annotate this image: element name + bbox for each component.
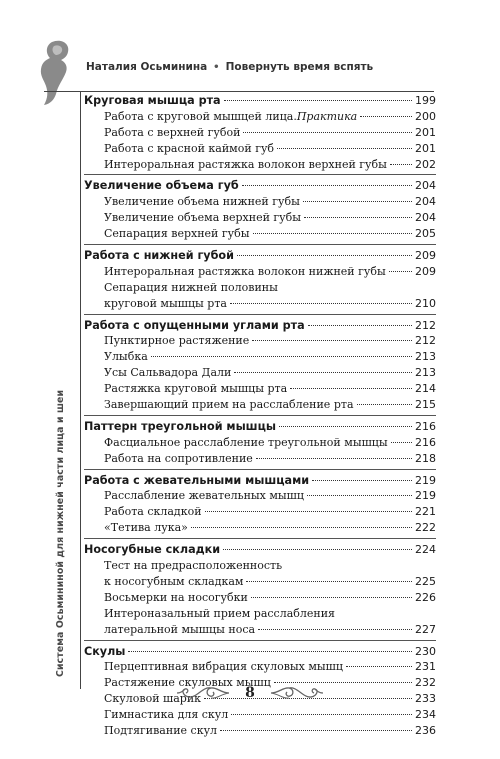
toc-entry-text: Увеличение объема верхней губы (104, 211, 302, 225)
leader-dots (303, 201, 412, 202)
toc-section (84, 538, 436, 637)
toc-heading (84, 248, 436, 264)
toc-entry-text: Сепарация верхней губы (104, 227, 250, 241)
toc-section (84, 314, 436, 413)
toc-entry-text: Работа с верхней губой (104, 125, 241, 139)
leader-dots (128, 651, 412, 652)
toc-entry-text: Гимнастика для скул (104, 708, 229, 722)
page-ref: 199 (415, 94, 436, 107)
toc-entry-text: к носогубным складкам (104, 574, 244, 588)
page-ref: 212 (415, 318, 436, 332)
toc-entry-text: Усы Сальвадора Дали (104, 366, 232, 380)
leader-dots (234, 372, 412, 373)
toc-heading-text: Увеличение объема губ (84, 179, 239, 193)
toc-entry-emphasis (297, 109, 357, 125)
running-header (86, 61, 373, 73)
toc-section (84, 244, 436, 312)
toc-section (84, 174, 436, 242)
toc-entry (84, 723, 436, 739)
page-ref: 210 (415, 296, 436, 310)
toc-heading (84, 419, 436, 435)
toc-entry-text: Интероральная растяжка волокон нижней губы (104, 264, 386, 278)
leader-dots (391, 442, 412, 443)
toc-entry (84, 659, 436, 675)
leader-dots (290, 388, 412, 389)
toc-entry (84, 226, 436, 242)
page-ref: 200 (415, 109, 436, 123)
toc-entry (84, 451, 436, 467)
leader-dots (308, 325, 412, 326)
leader-dots (237, 255, 412, 256)
toc-entry-text: Работа на сопротивление (104, 451, 253, 465)
page-ref: 213 (415, 350, 436, 364)
toc-entry-italic: Практика (296, 109, 358, 123)
toc-entry (84, 365, 436, 381)
table-of-contents (84, 93, 436, 739)
toc-section (84, 415, 436, 467)
leader-dots (258, 629, 412, 630)
page-ref: 230 (415, 644, 436, 658)
header-separator: • (213, 61, 220, 73)
page-ref: 222 (415, 521, 436, 535)
section-divider (84, 174, 436, 175)
toc-entry (84, 125, 436, 141)
toc-entry-text: Восьмерки на носогубки (104, 590, 248, 604)
page-ref: 215 (415, 398, 436, 412)
leader-dots (246, 581, 412, 582)
toc-entry-text: Расслабление жевательных мышц (104, 489, 304, 503)
toc-heading (84, 318, 436, 334)
toc-entry (84, 397, 436, 413)
page-ref: 227 (415, 622, 436, 636)
toc-entry (84, 488, 436, 504)
toc-entry (84, 280, 436, 296)
toc-heading (84, 473, 436, 489)
page-ref: 205 (415, 227, 436, 241)
leader-dots (312, 480, 412, 481)
toc-heading-text: Круговая мышца рта (84, 94, 221, 107)
page-ref: 214 (415, 382, 436, 396)
page-ref: 224 (415, 543, 436, 557)
page-ref: 234 (415, 708, 436, 722)
toc-entry (84, 296, 436, 312)
toc-heading (84, 644, 436, 660)
toc-heading (84, 542, 436, 558)
toc-entry-text: Работа с красной каймой губ (104, 141, 275, 155)
section-divider (84, 314, 436, 315)
leader-dots (304, 217, 412, 218)
toc-entry-text: Сепарация нижней половины (104, 280, 278, 294)
toc-entry-text: Перцептивная вибрация скуловых мышц (104, 660, 343, 674)
toc-entry-text: круговой мышцы рта (104, 296, 227, 310)
page-ref: 209 (415, 249, 436, 263)
section-divider (84, 469, 436, 470)
page-ref: 202 (415, 157, 436, 171)
side-running-title (55, 96, 71, 688)
leader-dots (191, 527, 412, 528)
leader-dots (223, 549, 412, 550)
page-ref: 204 (415, 195, 436, 209)
section-divider (84, 538, 436, 539)
page-ref: 221 (415, 505, 436, 519)
toc-entry (84, 504, 436, 520)
toc-entry (84, 574, 436, 590)
section-divider (84, 244, 436, 245)
toc-entry (84, 349, 436, 365)
page-ref: 216 (415, 435, 436, 449)
toc-entry-text: Растяжка круговой мышцы рта (104, 382, 288, 396)
toc-entry (84, 194, 436, 210)
toc-entry (84, 381, 436, 397)
page-ref: 201 (415, 141, 436, 155)
leader-dots (390, 164, 412, 165)
toc-entry-text: Работа с круговой мышцей лица. (104, 109, 297, 123)
toc-entry-text: Работа складкой (104, 505, 202, 519)
section-divider (84, 640, 436, 641)
section-divider (84, 415, 436, 416)
toc-entry-text: Увеличение объема нижней губы (104, 195, 300, 209)
leader-dots (205, 511, 412, 512)
page-ref: 219 (415, 489, 436, 503)
margin-rule (80, 91, 81, 689)
toc-entry (84, 558, 436, 574)
page-ref: 218 (415, 451, 436, 465)
toc-entry-text: Улыбка (104, 350, 148, 364)
leader-dots (220, 730, 412, 731)
toc-entry-text: латеральной мышцы носа (104, 622, 256, 636)
left-ornament-icon (175, 684, 231, 702)
header-rule (44, 91, 434, 92)
page-ref: 204 (415, 211, 436, 225)
toc-entry (84, 333, 436, 349)
toc-entry-text: Подтягивание скул (104, 723, 218, 737)
page-ref: 231 (415, 660, 436, 674)
leader-dots (243, 132, 412, 133)
side-running-title-text: Система Осьмининой для нижней части лица и шеи (55, 389, 66, 677)
page-ref: 204 (415, 179, 436, 193)
toc-entry-text: Фасциальное расслабление треугольной мышцы (104, 435, 388, 449)
leader-dots (357, 404, 413, 405)
toc-heading-text: Работа с жевательными мышцами (84, 473, 310, 487)
page-ref: 213 (415, 366, 436, 380)
page-ref: 216 (415, 419, 436, 433)
page-ref: 225 (415, 574, 436, 588)
leader-dots (231, 714, 412, 715)
toc-heading (84, 93, 436, 109)
page-ref: 232 (415, 676, 436, 690)
leader-dots (277, 148, 412, 149)
toc-entry-text: «Тетива лука» (104, 521, 188, 535)
leader-dots (230, 303, 412, 304)
toc-entry (84, 606, 436, 622)
toc-entry (84, 622, 436, 638)
toc-heading-text: Паттерн треугольной мышцы (84, 419, 276, 433)
toc-heading (84, 178, 436, 194)
leader-dots (279, 426, 412, 427)
toc-entry-text: Пунктирное растяжение (104, 334, 250, 348)
leader-dots (307, 495, 412, 496)
toc-entry-text: Скуловой шарик (104, 692, 202, 706)
right-ornament-icon (269, 684, 325, 702)
page-number: 8 (245, 685, 255, 701)
toc-entry (84, 210, 436, 226)
toc-entry (84, 590, 436, 606)
leader-dots (224, 100, 412, 101)
leader-dots (242, 185, 412, 186)
toc-entry (84, 264, 436, 280)
leader-dots (389, 271, 412, 272)
toc-section (84, 469, 436, 537)
toc-entry (84, 157, 436, 173)
toc-entry-text: Интероназальный прием расслабления (104, 606, 335, 620)
leader-dots (151, 356, 412, 357)
leader-dots (253, 233, 413, 234)
toc-entry (84, 141, 436, 157)
page-ref: 236 (415, 723, 436, 737)
page-ref: 212 (415, 334, 436, 348)
page-ref: 201 (415, 125, 436, 139)
leader-dots (360, 116, 412, 117)
toc-heading-text: Скулы (84, 644, 126, 658)
toc-section (84, 93, 436, 172)
leader-dots (251, 597, 412, 598)
page-footer (0, 678, 500, 708)
toc-entry-text: Растяжение скуловых мышц (104, 676, 271, 690)
page-ref: 219 (415, 473, 436, 487)
header-title: Повернуть время вспять (225, 61, 374, 73)
toc-entry (84, 435, 436, 451)
toc-entry (84, 520, 436, 536)
header-author: Наталия Осьминина (86, 61, 208, 73)
toc-entry (84, 109, 436, 125)
toc-heading-text: Носогубные складки (84, 543, 221, 557)
page-ref: 226 (415, 590, 436, 604)
toc-heading-text: Работа с нижней губой (84, 249, 234, 263)
page-ref: 233 (415, 692, 436, 706)
toc-entry-text: Завершающий прием на расслабление рта (104, 398, 354, 412)
toc-entry-text: Тест на предрасположенность (104, 559, 283, 573)
toc-entry-text: Интероральная растяжка волокон верхней губы (104, 157, 387, 171)
leader-dots (256, 458, 412, 459)
page-ref: 209 (415, 264, 436, 278)
leader-dots (252, 340, 412, 341)
toc-entry (84, 707, 436, 723)
toc-heading-text: Работа с опущенными углами рта (84, 318, 305, 332)
leader-dots (346, 666, 412, 667)
